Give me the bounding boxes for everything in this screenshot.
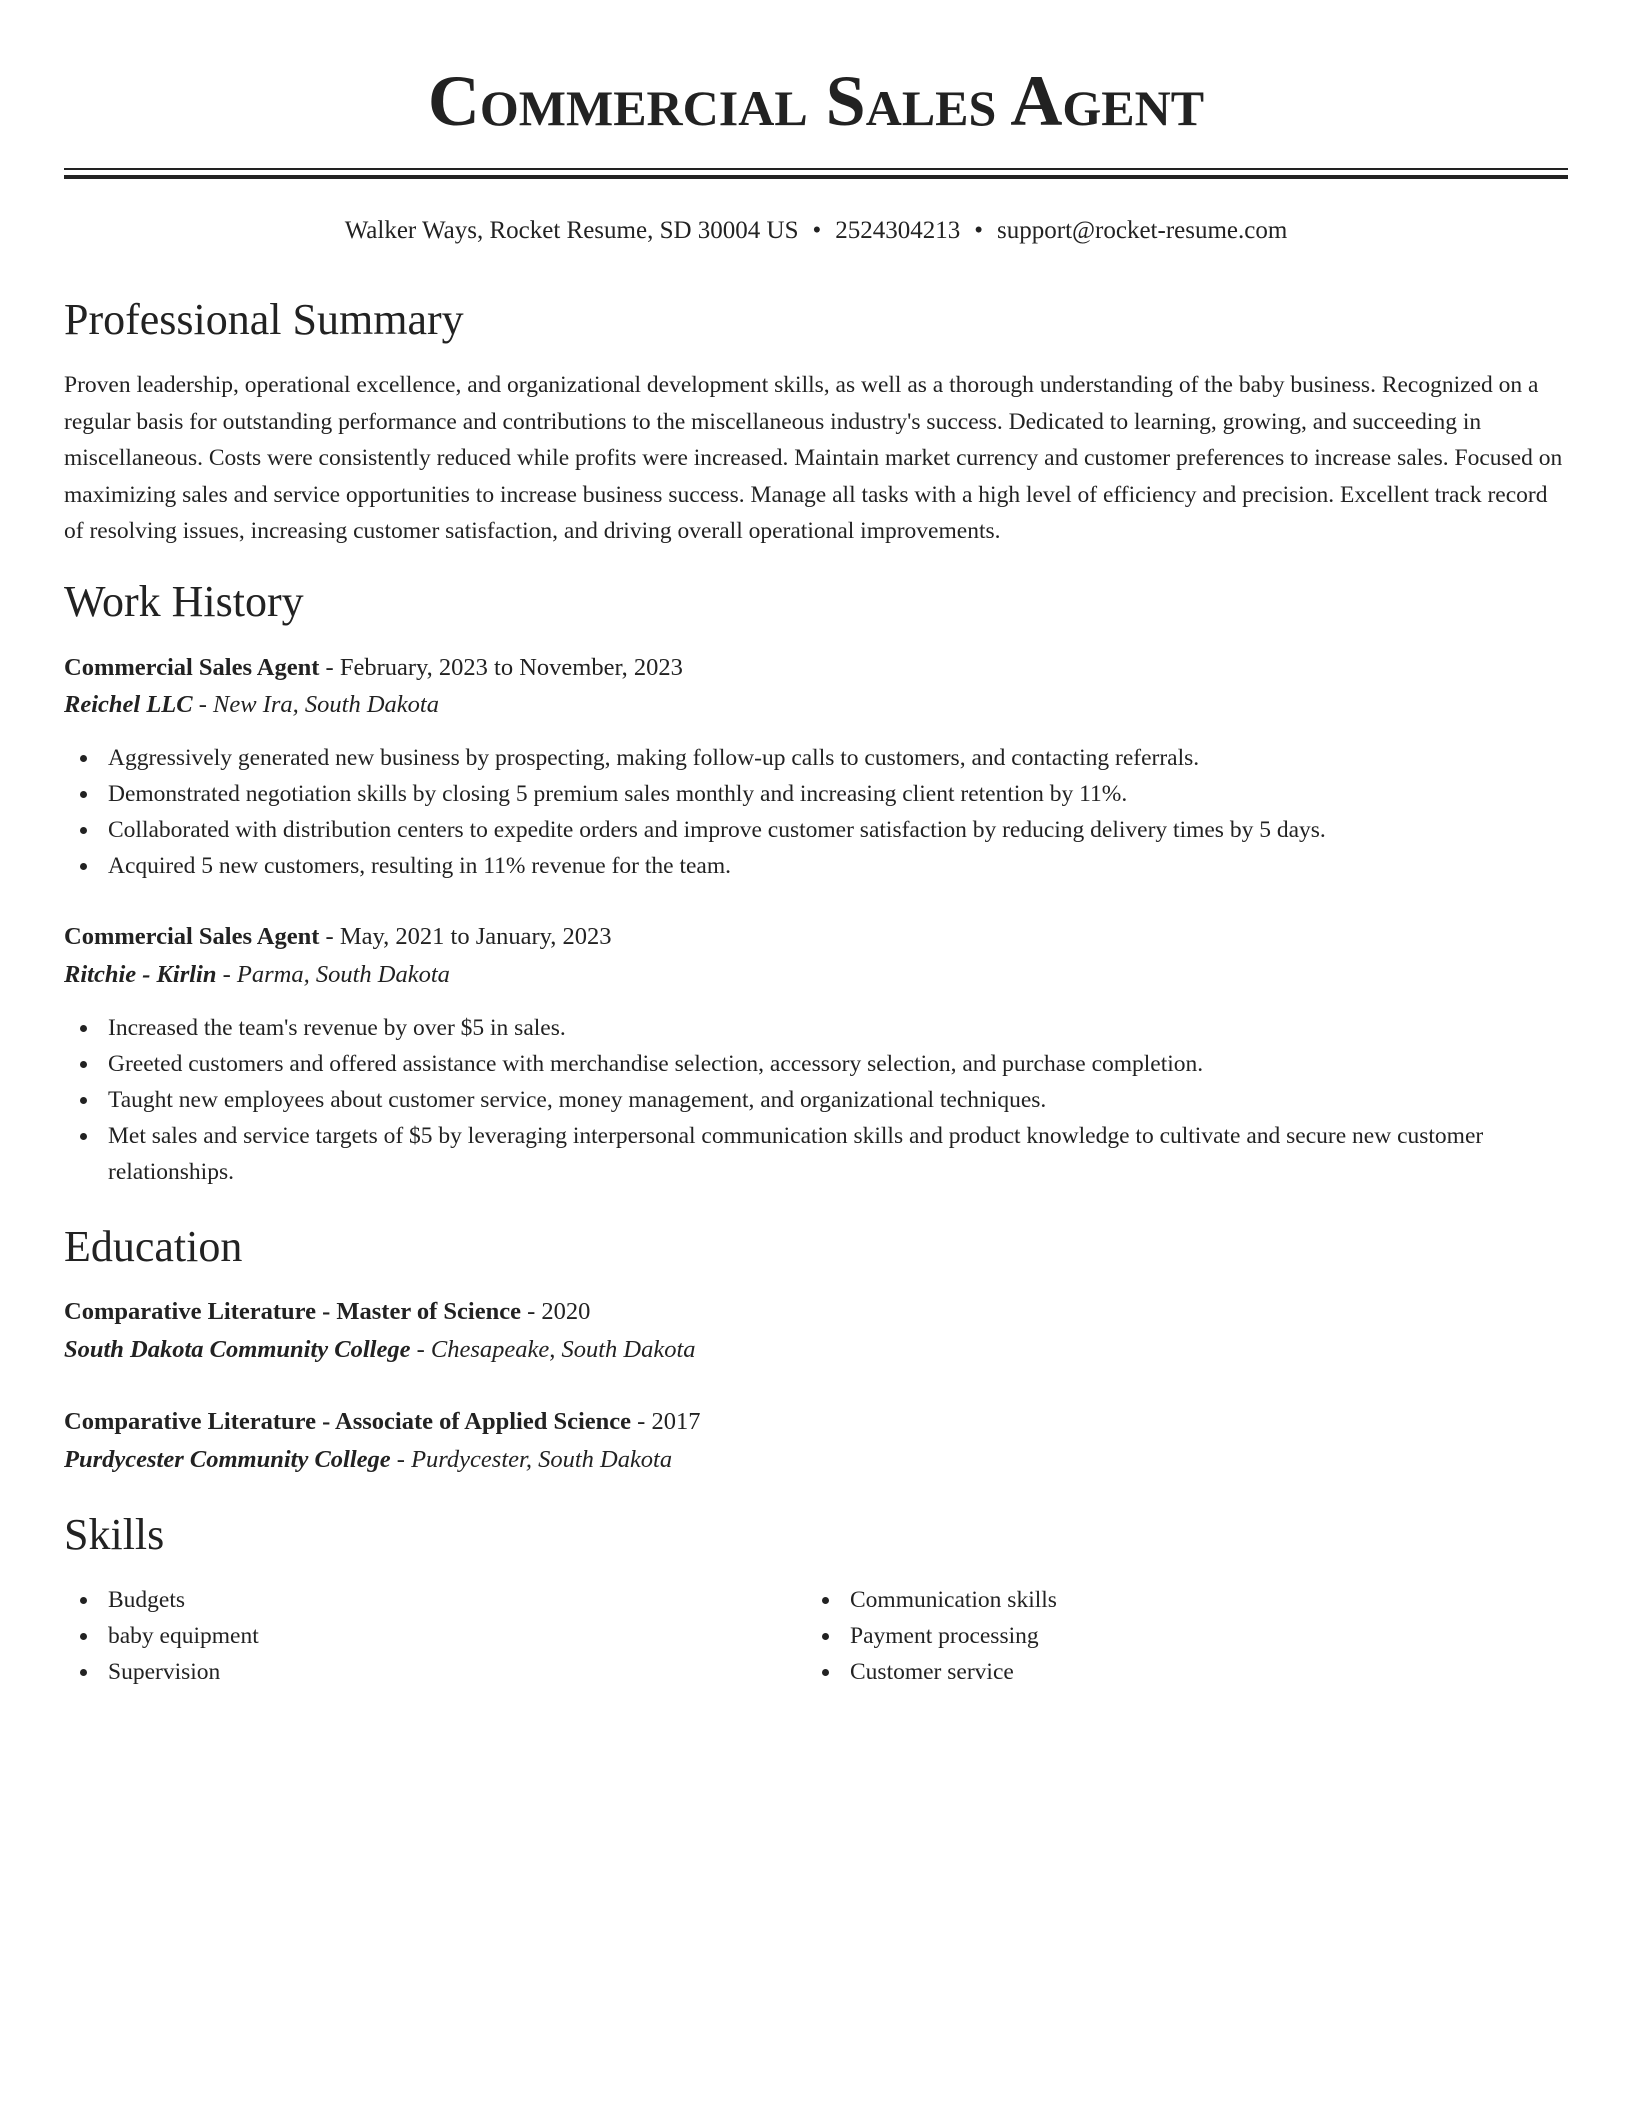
list-item: Aggressively generated new business by prospecting, making follow-up calls to customers, and contacting referrals. xyxy=(64,740,1568,776)
list-item: Taught new employees about customer service, money management, and organizational techniques. xyxy=(64,1082,1568,1118)
education-location: - Purdycester, South Dakota xyxy=(390,1446,673,1473)
job-title: Commercial Sales Agent xyxy=(64,654,320,681)
job-dates: - February, 2023 to November, 2023 xyxy=(319,654,683,681)
list-item: Greeted customers and offered assistance with merchandise selection, accessory selection, and purchase completion. xyxy=(64,1046,1568,1082)
skill-item: Payment processing xyxy=(806,1618,1506,1654)
education-school: South Dakota Community College xyxy=(64,1336,411,1363)
education-year: - 2020 xyxy=(520,1298,591,1325)
skills-column-2 xyxy=(806,1582,1506,1690)
job-title: Commercial Sales Agent xyxy=(64,923,320,950)
education-location: - Chesapeake, South Dakota xyxy=(410,1336,696,1363)
contact-separator: • xyxy=(974,217,984,244)
summary-text: Proven leadership, operational excellence, and organizational development skills, as well as a thorough understanding of the baby business. Recognized on a regular basis for outstanding performance and contributions to the miscellaneous industry's success. Dedicated to learning, growing, and succeeding in miscellaneous. Costs were consistently reduced while profits were increased. Maintain market currency and customer preferences to increase sales. Focused on maximizing sales and service opportunities to increase business success. Manage all tasks with a high level of efficiency and precision. Excellent track record of resolving issues, increasing customer satisfaction, and driving overall operational improvements. xyxy=(64,372,1563,544)
job-header xyxy=(64,919,612,955)
job-dates: - May, 2021 to January, 2023 xyxy=(319,923,612,950)
section-heading-summary: Professional Summary xyxy=(64,295,464,344)
skill-item: Budgets xyxy=(64,1582,764,1618)
education-degree: Comparative Literature - Master of Science xyxy=(64,1298,521,1325)
skill-item: Communication skills xyxy=(806,1582,1506,1618)
job-header xyxy=(64,650,683,686)
contact-phone: 2524304213 xyxy=(835,217,961,244)
job-bullet-list xyxy=(64,1010,1568,1190)
education-institution xyxy=(64,1442,672,1478)
list-item: Met sales and service targets of $5 by leveraging interpersonal communication skills and product knowledge to cultivate and secure new customer relationships. xyxy=(64,1118,1568,1190)
job-location: - New Ira, South Dakota xyxy=(192,691,439,718)
skill-item: baby equipment xyxy=(64,1618,764,1654)
section-heading-education: Education xyxy=(64,1222,243,1271)
skills-column-1 xyxy=(64,1582,764,1690)
contact-separator: • xyxy=(812,217,822,244)
job-employer xyxy=(64,687,439,723)
title-divider-thick xyxy=(64,175,1568,179)
list-item: Demonstrated negotiation skills by closing 5 premium sales monthly and increasing client retention by 11%. xyxy=(64,776,1568,812)
education-degree: Comparative Literature - Associate of Applied Science xyxy=(64,1408,632,1435)
education-school: Purdycester Community College xyxy=(64,1446,391,1473)
list-item: Acquired 5 new customers, resulting in 11% revenue for the team. xyxy=(64,848,1568,884)
education-header xyxy=(64,1294,590,1330)
resume-title: Commercial Sales Agent xyxy=(427,61,1205,141)
education-header xyxy=(64,1404,700,1440)
education-year: - 2017 xyxy=(631,1408,701,1435)
section-heading-skills: Skills xyxy=(64,1510,165,1559)
contact-line xyxy=(64,214,1568,248)
education-institution xyxy=(64,1332,696,1368)
contact-address: Walker Ways, Rocket Resume, SD 30004 US xyxy=(344,217,799,244)
job-company: Reichel LLC xyxy=(64,691,193,718)
job-bullet-list xyxy=(64,740,1568,884)
title-divider-thin xyxy=(64,168,1568,170)
job-company: Ritchie - Kirlin xyxy=(64,961,217,988)
job-employer xyxy=(64,957,450,993)
list-item: Collaborated with distribution centers to expedite orders and improve customer satisfaction by reducing delivery times by 5 days. xyxy=(64,812,1568,848)
contact-email: support@rocket-resume.com xyxy=(997,217,1288,244)
skill-item: Supervision xyxy=(64,1654,764,1690)
section-heading-work-history: Work History xyxy=(64,577,304,626)
job-location: - Parma, South Dakota xyxy=(216,961,450,988)
list-item: Increased the team's revenue by over $5 in sales. xyxy=(64,1010,1568,1046)
skill-item: Customer service xyxy=(806,1654,1506,1690)
